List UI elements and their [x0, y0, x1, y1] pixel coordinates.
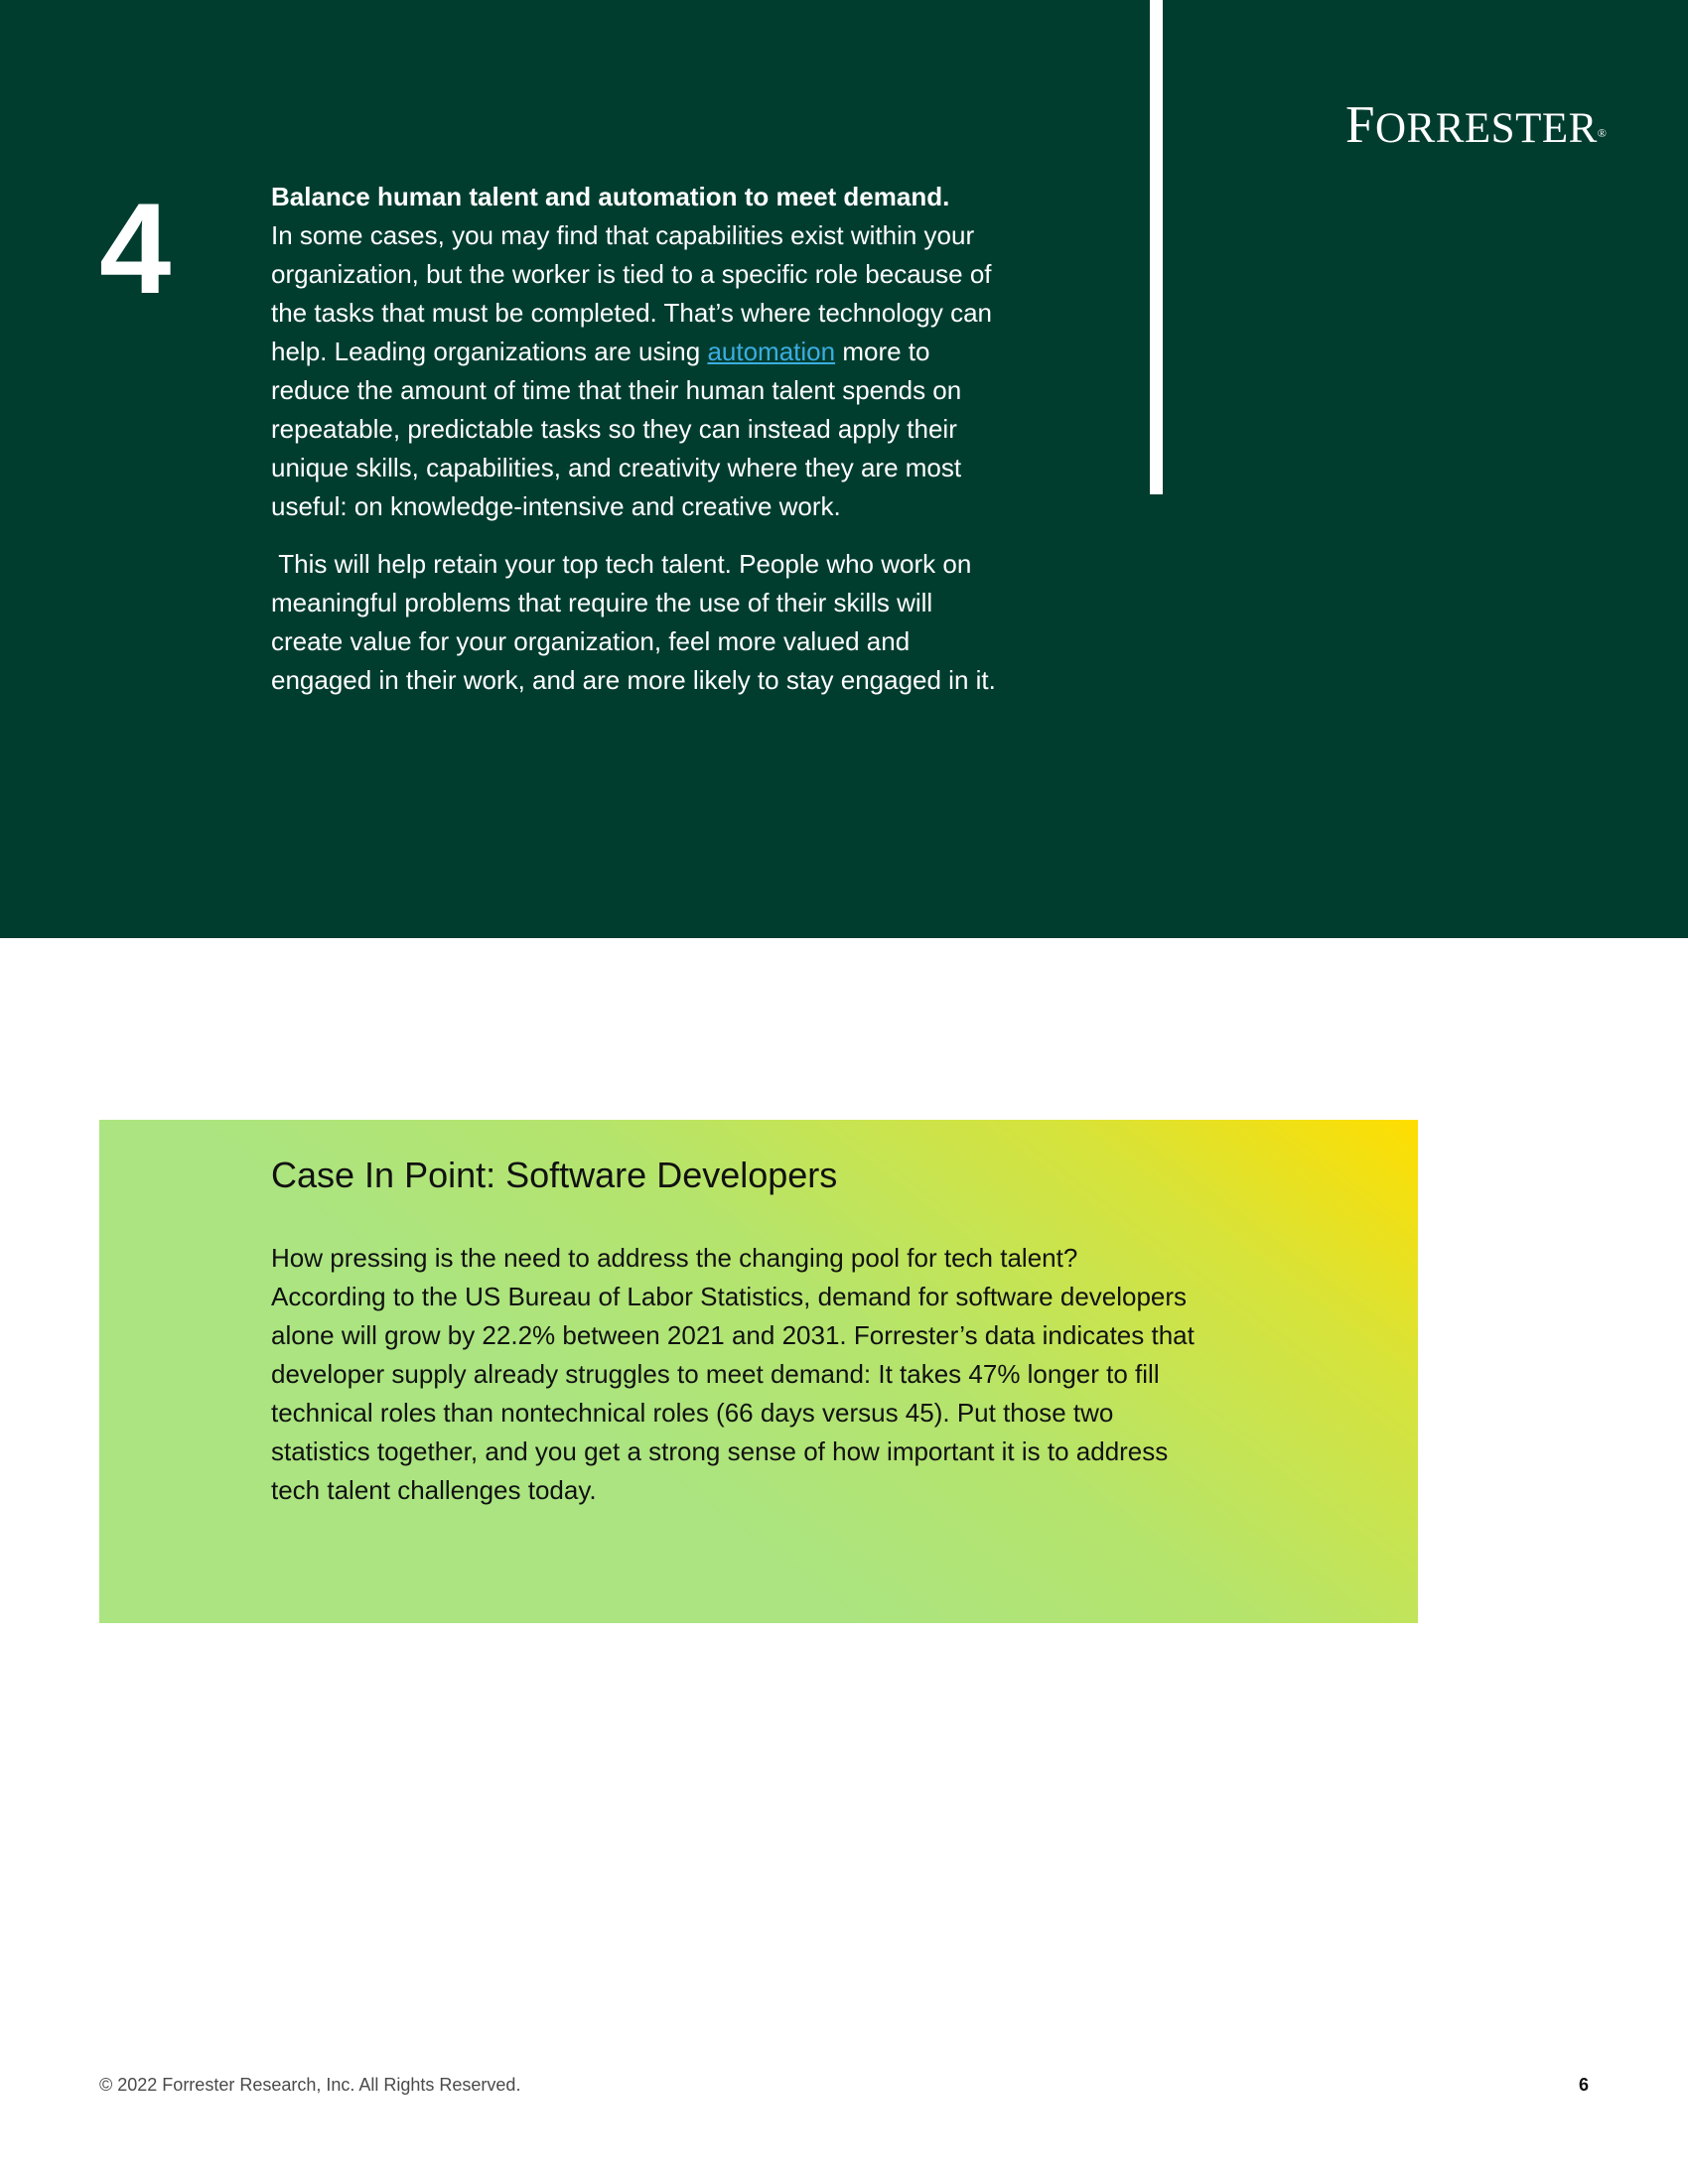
step-text-after-link: more to reduce the amount of time that their human talent spends on repeatable, predictable tasks so they can instead apply their unique skills, capabilities, and creativity where they are most useful: on knowledge-intensive and creative work. — [271, 337, 962, 521]
step-paragraph-2 — [271, 545, 1006, 700]
copyright-notice: © 2022 Forrester Research, Inc. All Rights Reserved. — [99, 2075, 521, 2095]
automation-link[interactable]: automation — [707, 337, 836, 366]
case-in-point-title: Case In Point: Software Developers — [271, 1155, 838, 1195]
vertical-divider — [1150, 0, 1163, 494]
step-paragraph-2-text: This will help retain your top tech talent. People who work on meaningful problems that require the use of their skills will create value for your organization, feel more valued and engaged in their work, and are more likely to stay engaged in it. — [271, 549, 996, 695]
page-number: 6 — [1578, 2075, 1589, 2095]
step-paragraph-1 — [271, 178, 1006, 526]
logo-initial: F — [1345, 96, 1375, 154]
step-heading: Balance human talent and automation to meet demand. — [271, 182, 950, 211]
logo-text: ORRESTER — [1374, 105, 1598, 152]
forrester-logo — [1345, 96, 1608, 154]
step-number: 4 — [99, 176, 172, 321]
step-content — [271, 178, 1006, 700]
registered-mark: ® — [1597, 126, 1608, 140]
case-in-point-box — [99, 1120, 1418, 1623]
case-in-point-body: How pressing is the need to address the changing pool for tech talent? According to the US Bureau of Labor Statistics, demand for software developers alone will grow by 22.2% between 2021 and 2031. Forrester’s data indicates that developer supply already struggles to meet demand: It takes 47% longer to fill technical roles than nontechnical roles (66 days versus 45). Put those two statistics together, and you get a strong sense of how important it is to address tech talent challenges today. — [271, 1243, 1195, 1505]
step-text-before-link: In some cases, you may find that capabilities exist within your organization, but the worker is tied to a specific role because of the tasks that must be completed. That’s where technology can help. Leading organizations are using — [271, 220, 993, 366]
